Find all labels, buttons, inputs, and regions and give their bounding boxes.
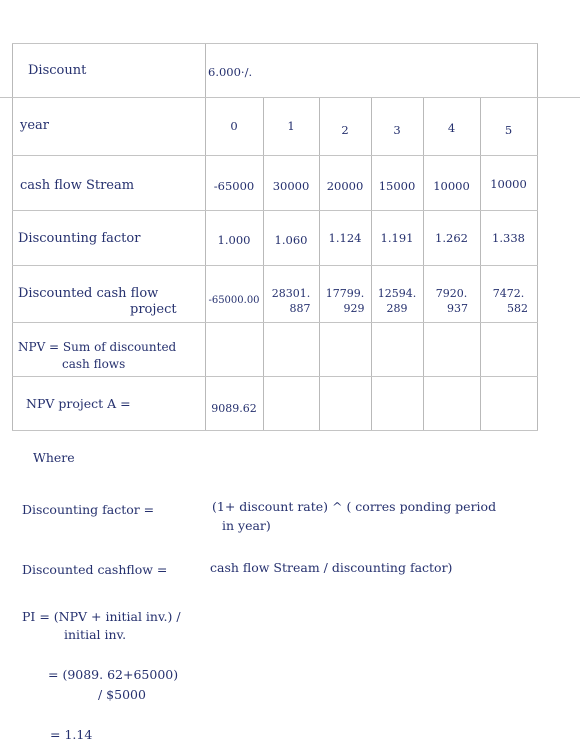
pi-calc-line2: / $5000 <box>98 687 146 702</box>
discounting-factor-1: 1.060 <box>274 233 308 247</box>
discounted-cf-1 <box>263 284 319 318</box>
year-2: 2 <box>341 123 349 137</box>
discounted-cf-5-line1: 7472. <box>492 287 525 300</box>
npv-project-label: NPV project A = <box>26 396 131 411</box>
pi-calc-line1: = (9089. 62+65000) <box>48 667 179 682</box>
year-4: 4 <box>447 121 456 135</box>
discounted-cf-0-line1: -65000.00 <box>208 294 260 306</box>
pi-formula-line2: initial inv. <box>64 627 127 642</box>
discounted-cf-5 <box>480 284 537 318</box>
discounting-factor-5: 1.338 <box>492 231 525 245</box>
cash-flow-2: 20000 <box>326 179 364 193</box>
year-1: 1 <box>287 119 295 133</box>
discounting-factor-0: 1.000 <box>217 233 251 247</box>
cash-flow-0: -65000 <box>213 179 255 193</box>
npv-sum-label: NPV = Sum of discounted <box>18 340 177 354</box>
discounted-cf-4 <box>423 284 480 318</box>
discounted-cf-1-line2: 887 <box>289 302 311 315</box>
discounted-cf-1-line1: 28301. <box>271 287 311 300</box>
df-definition-label: Discounting factor = <box>22 502 155 517</box>
year-label: year <box>20 118 50 133</box>
year-3: 3 <box>393 123 401 137</box>
where-text: Where <box>33 450 75 465</box>
dcf-definition-label: Discounted cashflow = <box>22 562 168 577</box>
cash-flow-4: 10000 <box>433 179 470 193</box>
cash-flow-5: 10000 <box>490 177 527 191</box>
year-0: 0 <box>230 119 238 133</box>
pi-formula-line1: PI = (NPV + initial inv.) / <box>22 609 181 624</box>
discounted-cf-4-line2: 937 <box>447 302 468 315</box>
cash-flow-label: cash flow Stream <box>20 178 135 193</box>
df-definition-line1: (1+ discount rate) ^ ( corres ponding period <box>212 499 497 514</box>
discounted-cf-3 <box>371 284 423 318</box>
npv-project-value: 9089.62 <box>211 401 257 415</box>
npv-sum-label-line2: cash flows <box>62 357 126 371</box>
discounted-cash-flow-label-project: project <box>130 302 177 317</box>
pi-result: = 1.14 <box>50 727 93 742</box>
cash-flow-1: 30000 <box>272 179 310 193</box>
cash-flow-3: 15000 <box>378 179 416 193</box>
discounted-cf-2-line1: 17799. <box>325 287 365 300</box>
discounting-factor-2: 1.124 <box>328 231 362 245</box>
df-definition-line2: in year) <box>222 518 271 533</box>
discount-label: Discount <box>28 63 87 78</box>
dcf-definition-value: cash flow Stream / discounting factor) <box>210 560 453 575</box>
discounted-cf-2 <box>319 284 371 318</box>
discounting-factor-4: 1.262 <box>435 231 468 245</box>
discounted-cf-0 <box>205 283 263 317</box>
discounted-cf-2-line2: 929 <box>343 302 365 315</box>
discount-value: 6.000·/. <box>208 65 253 79</box>
discounted-cf-3-line1: 12594. <box>377 287 417 300</box>
discounted-cf-4-line1: 7920. <box>435 287 468 300</box>
discounting-factor-3: 1.191 <box>380 231 414 245</box>
year-5: 5 <box>504 123 513 137</box>
discounted-cash-flow-label: Discounted cash flow <box>18 286 159 301</box>
discounting-factor-label: Discounting factor <box>18 231 141 246</box>
discounted-cf-3-line2: 289 <box>386 302 408 315</box>
discounted-cf-5-line2: 582 <box>507 302 528 315</box>
